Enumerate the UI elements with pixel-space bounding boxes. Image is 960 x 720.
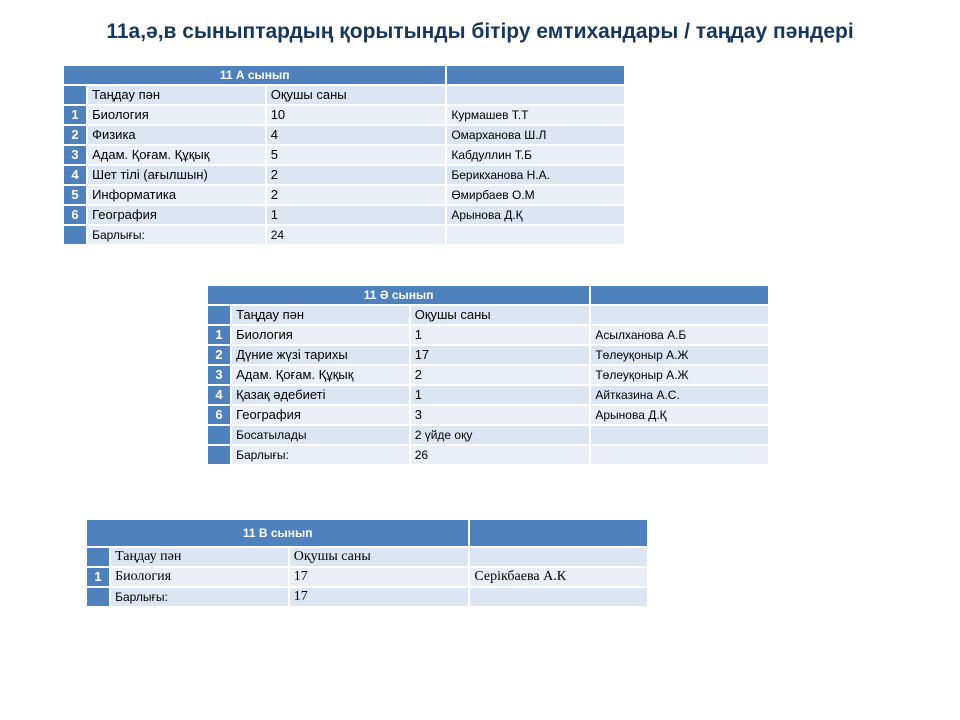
count-cell: 4 <box>267 126 446 144</box>
total-label: Барлығы: <box>111 588 288 606</box>
row-number: 3 <box>64 146 86 164</box>
teacher-cell: Арынова Д.Қ <box>591 406 768 424</box>
exempt-value: 2 үйде оқу <box>411 426 590 444</box>
subject-cell: География <box>88 206 265 224</box>
table-row <box>64 206 624 224</box>
teacher-cell <box>447 226 624 244</box>
row-number: 6 <box>64 206 86 224</box>
teacher-cell: Арынова Д.Қ <box>447 206 624 224</box>
teacher-cell: Өмирбаев О.М <box>447 186 624 204</box>
row-number: 3 <box>208 366 230 384</box>
teacher-cell: Айтказина А.С. <box>591 386 768 404</box>
table-row <box>64 186 624 204</box>
table-row <box>208 346 768 364</box>
row-number: 1 <box>208 326 230 344</box>
teacher-cell <box>470 588 647 606</box>
row-number-cell <box>208 446 230 464</box>
count-cell: 2 <box>267 186 446 204</box>
column-header-count: Оқушы саны <box>267 86 446 104</box>
count-cell: 2 <box>411 366 590 384</box>
row-number: 6 <box>208 406 230 424</box>
table-row <box>87 568 647 586</box>
exempt-row <box>208 426 768 444</box>
column-header-teacher <box>591 306 768 324</box>
teacher-cell: Асылханова А.Б <box>591 326 768 344</box>
row-number: 5 <box>64 186 86 204</box>
class-11v-table <box>85 518 649 608</box>
row-number: 2 <box>208 346 230 364</box>
column-header-subject: Таңдау пән <box>88 86 265 104</box>
teacher-cell: Берикханова Н.А. <box>447 166 624 184</box>
total-value: 26 <box>411 446 590 464</box>
table-caption: 11 А сынып <box>64 66 445 84</box>
subject-cell: Дүние жүзі тарихы <box>232 346 409 364</box>
count-cell: 17 <box>290 568 469 586</box>
subject-cell: Информатика <box>88 186 265 204</box>
teacher-cell: Төлеуқоныр А.Ж <box>591 346 768 364</box>
count-cell: 3 <box>411 406 590 424</box>
subject-cell: Адам. Қоғам. Құқық <box>88 146 265 164</box>
total-row <box>208 446 768 464</box>
total-row <box>87 588 647 606</box>
subject-cell: Физика <box>88 126 265 144</box>
teacher-cell: Омарханова Ш.Л <box>447 126 624 144</box>
header-empty-cell <box>447 66 624 84</box>
column-header-subject: Таңдау пән <box>111 548 288 566</box>
count-cell: 17 <box>411 346 590 364</box>
row-number-cell <box>208 306 230 324</box>
class-11a-table <box>62 64 626 246</box>
row-number: 1 <box>87 568 109 586</box>
header-empty-cell <box>591 286 768 304</box>
table-caption: 11 Ә сынып <box>208 286 589 304</box>
header-empty-cell <box>470 520 647 546</box>
table-row <box>208 386 768 404</box>
subject-cell: Биология <box>88 106 265 124</box>
count-cell: 1 <box>267 206 446 224</box>
row-number-cell <box>208 426 230 444</box>
subject-cell: Қазақ әдебиеті <box>232 386 409 404</box>
row-number: 2 <box>64 126 86 144</box>
count-cell: 10 <box>267 106 446 124</box>
total-value: 17 <box>290 588 469 606</box>
total-value: 24 <box>267 226 446 244</box>
row-number-cell <box>64 226 86 244</box>
row-number-cell <box>64 86 86 104</box>
row-number-cell <box>87 548 109 566</box>
subject-cell: География <box>232 406 409 424</box>
class-11ae-table <box>206 284 770 466</box>
column-header-count: Оқушы саны <box>290 548 469 566</box>
column-header-teacher <box>470 548 647 566</box>
total-label: Барлығы: <box>232 446 409 464</box>
count-cell: 5 <box>267 146 446 164</box>
column-header-teacher <box>447 86 624 104</box>
row-number: 4 <box>64 166 86 184</box>
subject-cell: Шет тілі (ағылшын) <box>88 166 265 184</box>
table-row <box>208 406 768 424</box>
count-cell: 1 <box>411 386 590 404</box>
teacher-cell: Курмашев Т.Т <box>447 106 624 124</box>
table-row <box>208 326 768 344</box>
table-caption: 11 В сынып <box>87 520 468 546</box>
table-row <box>64 126 624 144</box>
row-number: 4 <box>208 386 230 404</box>
teacher-cell: Кабдуллин Т.Б <box>447 146 624 164</box>
exempt-label: Босатылады <box>232 426 409 444</box>
subject-cell: Биология <box>232 326 409 344</box>
teacher-cell <box>591 446 768 464</box>
page-title: 11а,ә,в сыныптардың қорытынды бітіру емтихандары / таңдау пәндері <box>106 20 854 43</box>
total-row <box>64 226 624 244</box>
teacher-cell <box>591 426 768 444</box>
table-row <box>64 146 624 164</box>
count-cell: 1 <box>411 326 590 344</box>
column-header-subject: Таңдау пән <box>232 306 409 324</box>
row-number: 1 <box>64 106 86 124</box>
row-number-cell <box>87 588 109 606</box>
column-header-count: Оқушы саны <box>411 306 590 324</box>
teacher-cell: Серікбаева А.К <box>470 568 647 586</box>
total-label: Барлығы: <box>88 226 265 244</box>
table-row <box>64 106 624 124</box>
subject-cell: Адам. Қоғам. Құқық <box>232 366 409 384</box>
teacher-cell: Төлеуқоныр А.Ж <box>591 366 768 384</box>
table-row <box>208 366 768 384</box>
table-row <box>64 166 624 184</box>
subject-cell: Биология <box>111 568 288 586</box>
count-cell: 2 <box>267 166 446 184</box>
